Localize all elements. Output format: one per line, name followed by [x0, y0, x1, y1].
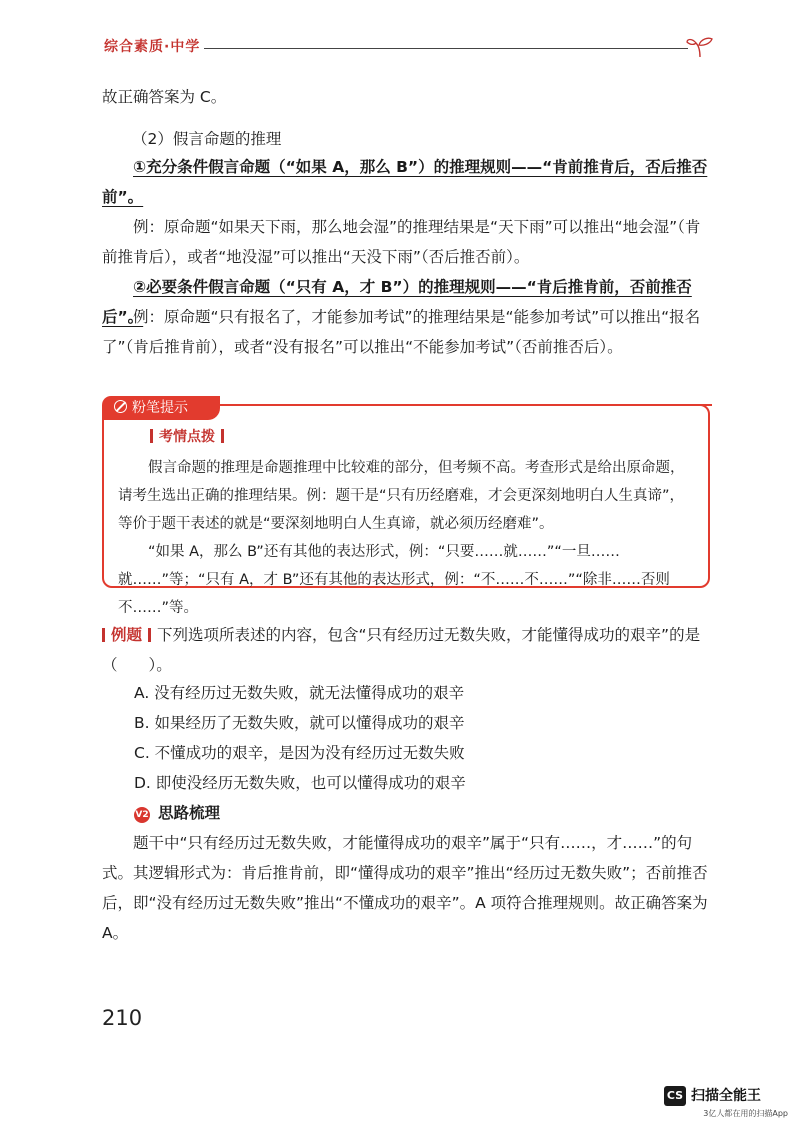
answer-line: 故正确答案为 C。	[102, 88, 227, 106]
rule-necessary-condition: ②必要条件假言命题（“只有 A，才 B”）的推理规则——“肯后推肯前，否前推否后”。	[102, 278, 692, 326]
page-number: 210	[102, 1006, 143, 1030]
rule-sufficient-example: 例：原命题“如果天下雨，那么地会湿”的推理结果是“天下雨”可以推出“地会湿”（肯前推肯后），或者“地没湿”可以推出“天没下雨”（否后推否前）。	[102, 218, 701, 266]
example-bar-right	[148, 628, 151, 642]
option-a: A. 没有经历过无数失败，就无法懂得成功的艰辛	[134, 684, 465, 702]
camscanner-logo-icon: CS	[664, 1086, 686, 1106]
analysis-title-text: 思路梳理	[158, 804, 221, 822]
option-b: B. 如果经历了无数失败，就可以懂得成功的艰辛	[134, 714, 465, 732]
sprout-icon	[686, 36, 714, 58]
tip-paragraph-2: “如果 A，那么 B”还有其他的表达形式，例：“只要……就……”“一旦……就……”等；“只有 A，才 B”还有其他的表达形式，例：“不……不……”“除非……否则不……”等。	[118, 544, 670, 616]
tip-bar-right	[221, 429, 224, 443]
analysis-icon: V2	[134, 807, 150, 823]
tip-bar-left	[150, 429, 153, 443]
header-title: 综合素质·中学	[104, 39, 201, 55]
example-question-text: 下列选项所表述的内容，包含“只有经历过无数失败，才能懂得成功的艰辛”的是（ ）。	[102, 626, 701, 674]
rule-sufficient-condition: ①充分条件假言命题（“如果 A，那么 B”）的推理规则——“肯前推肯后，否后推否前”。	[102, 158, 708, 206]
option-d: D. 即使没经历无数失败，也可以懂得成功的艰辛	[134, 774, 466, 792]
rule-necessary-example: 例：原命题“只有报名了，才能参加考试”的推理结果是“能参加考试”可以推出“报名了”（肯后推肯前），或者“没有报名”可以推出“不能参加考试”（否前推否后）。	[102, 308, 701, 356]
scanner-slogan: 3亿人都在用的扫描App	[703, 1109, 788, 1118]
tip-box	[102, 400, 710, 616]
example-label: 例题	[111, 626, 143, 644]
tip-tab	[102, 396, 220, 420]
tip-subtitle-text: 考情点拨	[159, 429, 215, 445]
tip-paragraph-1: 假言命题的推理是命题推理中比较难的部分，但考频不高。考查形式是给出原命题，请考生选出正确的推理结果。例：题干是“只有历经磨难，才会更深刻地明白人生真谛”，等价于题干表述的就是“要深刻地明白人生真谛，就必须历经磨难”。	[118, 460, 685, 532]
analysis-title	[134, 798, 220, 828]
tip-top-border	[212, 404, 712, 406]
option-c: C. 不懂成功的艰辛，是因为没有经历过无数失败	[134, 744, 465, 762]
section-title: （2）假言命题的推理	[132, 130, 282, 148]
header-rule	[204, 48, 688, 49]
page-header	[104, 36, 714, 62]
analysis-text: 题干中“只有经历过无数失败，才能懂得成功的艰辛”属于“只有……，才……”的句式。其逻辑形式为：肯后推肯前，即“懂得成功的艰辛”推出“经历过无数失败”；否前推否后，即“没有经历过无数失败”推出“不懂成功的艰辛”。A 项符合推理规则。故正确答案为 A。	[102, 834, 708, 942]
tip-subtitle	[150, 426, 230, 446]
example-question	[102, 620, 710, 680]
tip-tab-label: 粉笔提示	[132, 400, 188, 416]
example-bar-left	[102, 628, 105, 642]
scanner-app-name: 扫描全能王	[691, 1088, 761, 1104]
scanner-watermark	[664, 1086, 788, 1126]
no-sign-icon	[114, 400, 127, 413]
